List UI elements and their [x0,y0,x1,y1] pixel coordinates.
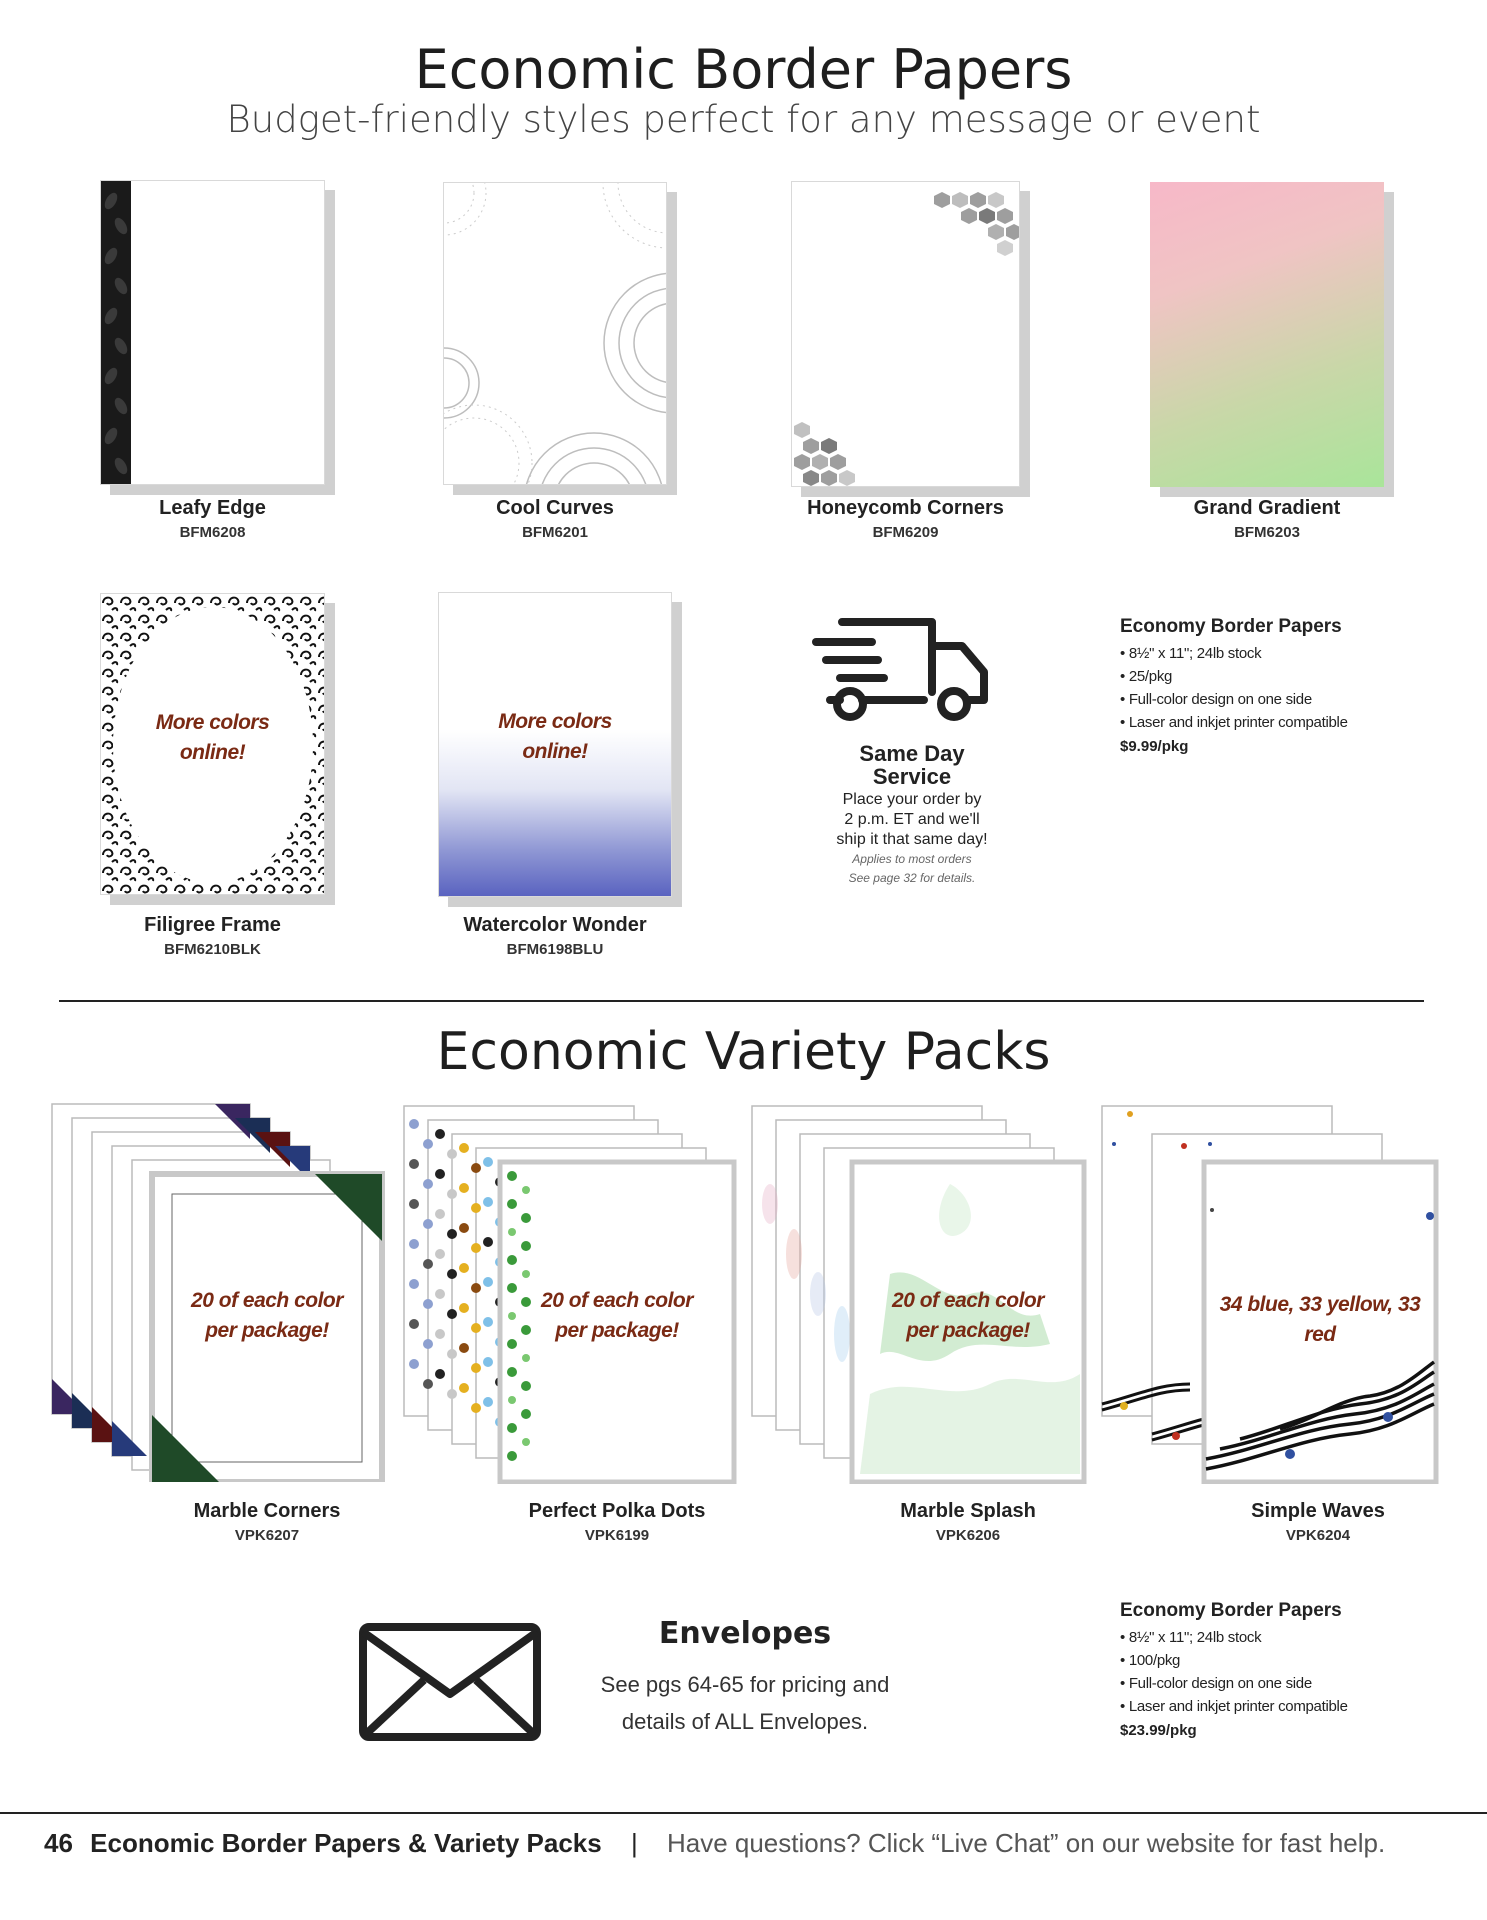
product-name[interactable]: Marble Corners [193,1500,341,1522]
truck-icon [812,616,992,726]
page-subtitle: Budget-friendly styles perfect for any message or event [226,98,1261,141]
envelopes-desc: See pgs 64-65 for pricing and [600,1672,890,1697]
section-divider [59,1000,1424,1002]
product-name[interactable]: Leafy Edge [159,497,266,519]
spec-title: Economy Border Papers [1120,616,1342,637]
promo-text: More colors [155,711,270,734]
spec-bullet: • 100/pkg [1120,1652,1181,1669]
spec-bullet: • Laser and inkjet printer compatible [1120,1698,1348,1715]
product-image-marble-corners[interactable] [50,1102,385,1482]
page-footer [44,1828,1385,1859]
promo-text: 20 of each color [892,1289,1044,1312]
spec-bullet: • 8½" x 11"; 24lb stock [1120,1629,1262,1646]
product-sku: BFM6198BLU [506,941,604,958]
product-sku: BFM6210BLK [164,941,261,958]
envelopes-title[interactable]: Envelopes [658,1616,832,1651]
same-day-note: See page 32 for details. [848,871,976,885]
promo-text: online! [522,740,588,763]
spec-bullet: • Full-color design on one side [1120,1675,1312,1692]
envelopes-desc: details of ALL Envelopes. [621,1709,869,1734]
product-image-simple-waves[interactable] [1100,1104,1440,1484]
spec-price: $23.99/pkg [1120,1722,1197,1739]
spec-bullet: • 25/pkg [1120,668,1173,685]
product-image-marble-splash[interactable] [750,1104,1090,1484]
spec-bullet: • 8½" x 11"; 24lb stock [1120,645,1262,662]
product-image-leafy-edge[interactable] [100,180,335,495]
footer-help-text[interactable]: Have questions? Click “Live Chat” on our website for fast help. [666,1828,1386,1858]
same-day-desc: Place your order by [842,791,982,808]
product-sku: VPK6207 [234,1527,300,1544]
spec-price: $9.99/pkg [1120,738,1189,755]
product-name[interactable]: Simple Waves [1251,1500,1385,1522]
product-image-cool-curves[interactable] [443,182,677,495]
product-sku: BFM6203 [1234,524,1300,541]
product-image-watercolor-wonder[interactable] [438,592,682,907]
product-image-filigree-frame[interactable] [100,593,335,905]
spec-bullet: • Laser and inkjet printer compatible [1120,714,1348,731]
promo-text: 34 blue, 33 yellow, 33 red [1219,1293,1421,1346]
product-name[interactable]: Perfect Polka Dots [528,1500,706,1522]
promo-text: 20 of each color [191,1289,343,1312]
promo-text: per package! [205,1319,329,1342]
page-number: 46 [44,1828,73,1858]
footer-separator: | [630,1828,638,1858]
envelope-icon [358,1622,542,1742]
product-name[interactable]: Cool Curves [496,497,614,519]
page-title: Economic Border Papers [414,38,1073,101]
same-day-title: Service [872,764,952,789]
same-day-desc: ship it that same day! [836,831,988,848]
same-day-note: Applies to most orders [852,852,972,866]
promo-text: online! [179,741,246,764]
product-image-polka-dots[interactable] [402,1104,737,1484]
spec-bullet: • Full-color design on one side [1120,691,1312,708]
spec-title: Economy Border Papers [1120,1600,1342,1621]
product-sku: VPK6199 [584,1527,650,1544]
footer-divider [0,1812,1487,1814]
product-name[interactable]: Watercolor Wonder [463,914,647,936]
product-name[interactable]: Honeycomb Corners [807,497,1004,519]
honeycomb-pattern [792,182,1020,487]
promo-text: per package! [906,1319,1030,1342]
section-title: Economic Variety Packs [436,1022,1051,1082]
promo-text: per package! [555,1319,679,1342]
gradient-pattern [1150,182,1384,487]
promo-text: 20 of each color [541,1289,693,1312]
product-name[interactable]: Marble Splash [900,1500,1036,1522]
product-sku: VPK6204 [1285,1527,1351,1544]
product-sku: BFM6208 [179,524,246,541]
product-name[interactable]: Grand Gradient [1193,497,1341,519]
same-day-desc: 2 p.m. ET and we'll [844,811,980,828]
footer-section-title: Economic Border Papers & Variety Packs [90,1828,602,1858]
leaf-border-pattern [101,181,325,485]
spec-box-variety [1120,1600,1460,1739]
product-image-grand-gradient[interactable] [1150,182,1394,497]
spec-box-border [1120,616,1460,755]
promo-text: More colors [498,710,612,733]
curves-pattern [444,183,667,485]
product-image-honeycomb-corners[interactable] [791,181,1030,497]
product-sku: VPK6206 [935,1527,1001,1544]
product-sku: BFM6201 [522,524,588,541]
product-name[interactable]: Filigree Frame [144,914,281,936]
product-sku: BFM6209 [872,524,939,541]
same-day-title: Same Day [859,741,965,766]
